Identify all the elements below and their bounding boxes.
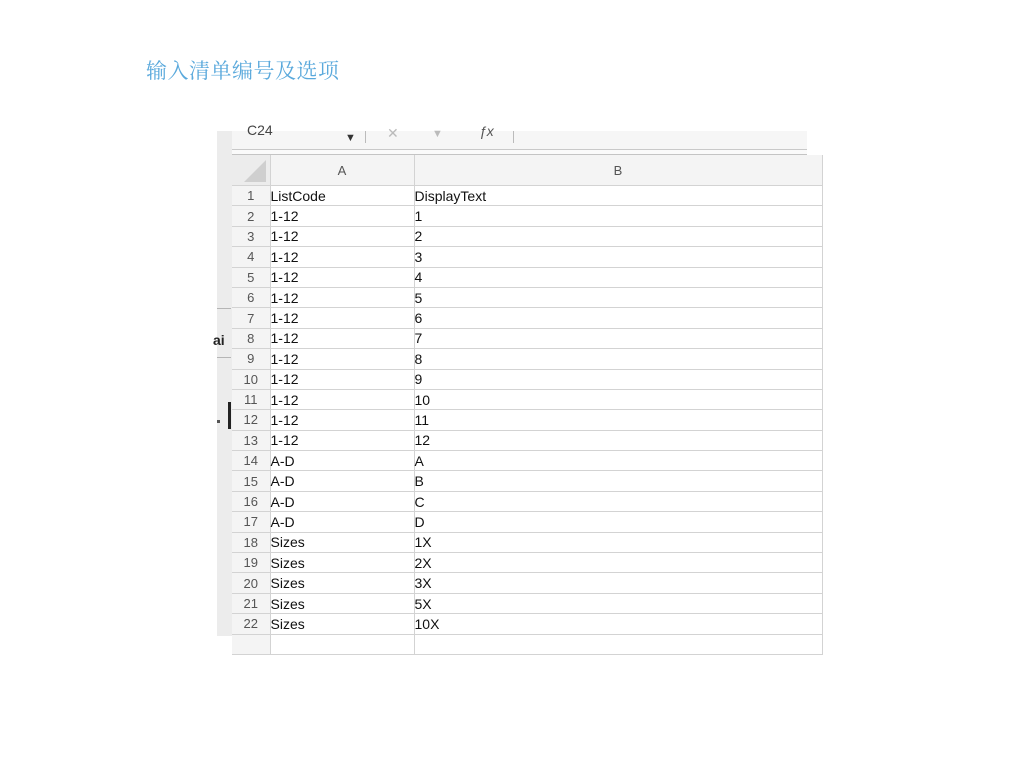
cell-a[interactable]: 1-12 <box>270 226 414 246</box>
row-header[interactable]: 4 <box>232 247 270 267</box>
formula-bar <box>232 122 807 150</box>
table-row <box>232 512 822 532</box>
panel-text-fragment: ai <box>213 332 225 348</box>
cell-a[interactable]: A-D <box>270 512 414 532</box>
cell-b[interactable]: 3 <box>414 247 822 267</box>
cell-b[interactable]: 11 <box>414 410 822 430</box>
name-box[interactable]: C24 <box>247 122 273 138</box>
table-row <box>232 553 822 573</box>
row-header[interactable]: 22 <box>232 614 270 634</box>
slide-title: 输入清单编号及选项 <box>146 59 340 83</box>
row-header[interactable]: 6 <box>232 287 270 307</box>
row-header[interactable]: 18 <box>232 532 270 552</box>
table-row <box>232 471 822 491</box>
cell-b[interactable]: 6 <box>414 308 822 328</box>
cell-a[interactable]: ListCode <box>270 186 414 206</box>
cell-b[interactable]: 4 <box>414 267 822 287</box>
cell-a[interactable]: Sizes <box>270 614 414 634</box>
cell-a[interactable]: 1-12 <box>270 308 414 328</box>
cell-b[interactable]: DisplayText <box>414 186 822 206</box>
empty-cell[interactable] <box>232 634 270 654</box>
cell-b[interactable]: 5X <box>414 593 822 613</box>
column-header-a[interactable]: A <box>270 155 414 186</box>
cell-a[interactable]: 1-12 <box>270 247 414 267</box>
table-row <box>232 593 822 613</box>
cell-b[interactable]: 1X <box>414 532 822 552</box>
table-row <box>232 430 822 450</box>
toolbar-separator <box>365 131 366 143</box>
table-row <box>232 532 822 552</box>
spreadsheet-grid <box>232 155 823 655</box>
divider <box>217 308 231 309</box>
empty-cell[interactable] <box>414 634 822 654</box>
cell-b[interactable]: 1 <box>414 206 822 226</box>
row-header[interactable]: 7 <box>232 308 270 328</box>
cell-a[interactable]: 1-12 <box>270 328 414 348</box>
cell-b[interactable]: 9 <box>414 369 822 389</box>
table-row <box>232 491 822 511</box>
row-header[interactable]: 17 <box>232 512 270 532</box>
table-row <box>232 186 822 206</box>
function-icon[interactable]: ƒx <box>479 123 494 139</box>
row-header[interactable]: 5 <box>232 267 270 287</box>
row-header[interactable]: 2 <box>232 206 270 226</box>
cell-b[interactable]: 5 <box>414 287 822 307</box>
cell-b[interactable]: A <box>414 451 822 471</box>
row-header[interactable]: 21 <box>232 593 270 613</box>
row-header[interactable]: 1 <box>232 186 270 206</box>
column-header-b[interactable]: B <box>414 155 822 186</box>
row-header[interactable]: 14 <box>232 451 270 471</box>
select-all-icon <box>244 160 266 182</box>
cell-b[interactable]: B <box>414 471 822 491</box>
cancel-icon[interactable]: ✕ <box>387 125 399 141</box>
cell-b[interactable]: 10X <box>414 614 822 634</box>
cell-a[interactable]: Sizes <box>270 593 414 613</box>
table-row <box>232 451 822 471</box>
table-row <box>232 267 822 287</box>
row-header[interactable]: 19 <box>232 553 270 573</box>
cell-b[interactable]: D <box>414 512 822 532</box>
row-header[interactable]: 8 <box>232 328 270 348</box>
text-cursor <box>228 402 231 429</box>
cell-a[interactable]: 1-12 <box>270 430 414 450</box>
table-row <box>232 389 822 409</box>
empty-cell[interactable] <box>270 634 414 654</box>
cell-a[interactable]: 1-12 <box>270 349 414 369</box>
table-row <box>232 349 822 369</box>
cell-a[interactable]: 1-12 <box>270 287 414 307</box>
cell-a[interactable]: A-D <box>270 451 414 471</box>
row-header[interactable]: 10 <box>232 369 270 389</box>
table-row <box>232 328 822 348</box>
row-header[interactable]: 11 <box>232 389 270 409</box>
divider <box>217 357 231 358</box>
cell-b[interactable]: C <box>414 491 822 511</box>
row-header[interactable]: 15 <box>232 471 270 491</box>
cell-a[interactable]: 1-12 <box>270 410 414 430</box>
row-header[interactable]: 13 <box>232 430 270 450</box>
cell-a[interactable]: Sizes <box>270 553 414 573</box>
select-all-corner[interactable] <box>232 155 270 186</box>
cell-b[interactable]: 10 <box>414 389 822 409</box>
cell-b[interactable]: 7 <box>414 328 822 348</box>
cell-b[interactable]: 2 <box>414 226 822 246</box>
cell-a[interactable]: 1-12 <box>270 206 414 226</box>
spreadsheet-screenshot <box>213 122 807 636</box>
row-header[interactable]: 9 <box>232 349 270 369</box>
table-row <box>232 247 822 267</box>
cell-a[interactable]: A-D <box>270 471 414 491</box>
table-row <box>232 308 822 328</box>
left-panel-strip <box>213 131 233 636</box>
cell-b[interactable]: 12 <box>414 430 822 450</box>
cell-a[interactable]: 1-12 <box>270 389 414 409</box>
column-header-row <box>232 155 822 186</box>
table-row <box>232 206 822 226</box>
chevron-down-icon[interactable]: ▼ <box>345 132 356 144</box>
cell-a[interactable]: 1-12 <box>270 369 414 389</box>
cell-b[interactable]: 3X <box>414 573 822 593</box>
table-row <box>232 410 822 430</box>
table-row-partial <box>232 634 822 654</box>
cell-a[interactable]: A-D <box>270 491 414 511</box>
cell-b[interactable]: 2X <box>414 553 822 573</box>
cell-b[interactable]: 8 <box>414 349 822 369</box>
panel-dot <box>217 420 220 423</box>
row-header[interactable]: 3 <box>232 226 270 246</box>
table-row <box>232 614 822 634</box>
cell-a[interactable]: Sizes <box>270 573 414 593</box>
row-header[interactable]: 16 <box>232 491 270 511</box>
cell-a[interactable]: Sizes <box>270 532 414 552</box>
table-row <box>232 573 822 593</box>
table-row <box>232 369 822 389</box>
table-row <box>232 287 822 307</box>
confirm-icon[interactable]: ▼ <box>432 128 443 140</box>
table-row <box>232 226 822 246</box>
cell-a[interactable]: 1-12 <box>270 267 414 287</box>
toolbar-separator <box>513 131 514 143</box>
row-header[interactable]: 12 <box>232 410 270 430</box>
row-header[interactable]: 20 <box>232 573 270 593</box>
